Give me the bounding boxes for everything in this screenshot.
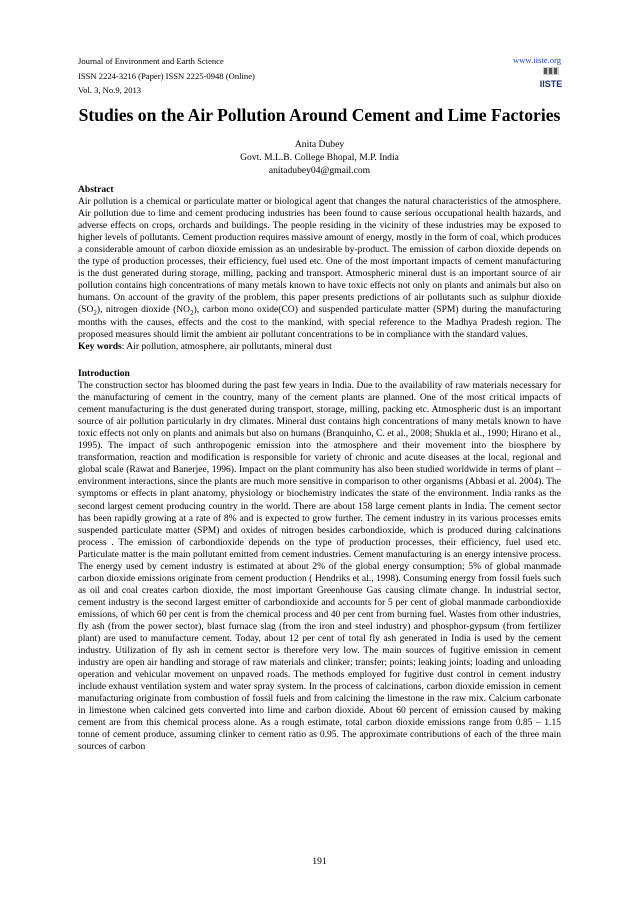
introduction-heading: Introduction (78, 368, 130, 379)
volume-line: Vol. 3, No.9, 2013 (78, 85, 142, 95)
abstract-text: Air pollution is a chemical or particulate matter or biological agent that changes the natural characteristics of the atmosphere. Air pollution due to lime and cement producing industries has been found to cause serious occupational health hazards, and adverse effects on crops, orchards and buildings. The people residing in the vicinity of these industries may be exposed to higher levels of pollutants. Cement production requires massive amount of energy, mostly in the form of coal, which produces a considerable amount of carbon dioxide emission as an undesirable by-product. The emission of carbon dioxide depends on the type of production processes, their efficiency, fuel used etc. One of the most important impacts of cement manufacturing is the dust generated during storage, milling, packing and transport. Atmospheric mineral dust is an important source of air pollution contains high concentrations of many metals known to have toxic effects not only on plants and animals but also on humans. On account of the gravity of the problem, this paper presents predictions of air pollutants such as sulphur dioxide $(SO_2)$, nitrogen dioxide $(NO_2)$, carbon mono oxide(CO) and suspended particulate matter (SPM) during the manufacturing months with the causes, effects and the cost to the mankind, with special reference to the Madhya Pradesh region. The proposed measures should limit the ambient air pollutant concentrations to be in compliance with the standard values. (78, 196, 561, 340)
introduction-section (78, 368, 561, 754)
logo-lettering: IISTE (540, 79, 562, 89)
keywords-value: : Air pollution, atmosphere, air pollutants, mineral dust (121, 340, 332, 352)
introduction-text: The construction sector has bloomed during the past few years in India. Due to the availability of raw materials necessary for the manufacturing of cement in the country, many of the cement plants are planned. One of the most critical impacts of cement manufacturing is the dust generated during transport, storage, milling, packing etc. Atmospheric dust is an important source of air pollution particularly in dry climates. Mineral dust contains high concentrations of many metals known to have toxic effects not only on plants and animals but also on humans (Branquinho, C. et al., 2008; Shukla et al., 1990; Hirano et al., 1995). The impact of such anthropogenic emission into the atmosphere and their movement into the biosphere by transformation, reaction and modification is responsible for variety of chronic and acute diseases at the local, regional and global scale (Rawat and Banerjee, 1996). Impact on the plant community has also been studied worldwide in terms of plant – environment interactions, since the plants are much more sensitive in comparison to other organisms (Abbasi et al. 2004). The symptoms or effects in plant anatomy, physiology or biochemistry indicates the state of the environment. India ranks as the second largest cement producing country in the world. There are about 158 large cement plants in India. The cement sector has been rapidly growing at a rate of 8% and is expected to grow further. The cement industry in its various processes emits suspended particulate matter (SPM) and oxides of nitrogen besides carbondioxide, which is produced during calcinations process . The emission of carbondioxide depends on the type of production processes, their efficiency, fuel used etc. Particulate matter is the main pollutant emitted from cement industries. Cement manufacturing is an energy intensive process. The energy used by cement industry is estimated at about 2% of the global energy consumption; 5% of global manmade carbon dioxide emissions originate from cement production ( Hendriks et al., 1998). Consuming energy from fossil fuels such as oil and coal creates carbon dioxide, the most important Greenhouse Gas causing climate change. In industrial sector, cement industry is the second largest emitter of carbondioxide and accounts for 5 per cent of global manmade carbondioxide emissions, of which 60 per cent is from the chemical process and 40 per cent from burning fuel. Wastes from other industries, fly ash (from the power sector), blast furnace slag (from the iron and steel industry) and phosphor-gypsum (from fertilizer plant) are used to manufacture cement. Today, about 12 per cent of total fly ash generated in India is used by the cement industry. Utilization of fly ash in cement sector is therefore very low. The main sources of fugitive emission in cement industry are open air handling and storage of raw materials and clinker; transfer; points; leaking joints; loading and unloading operation and vehicular movement on unpaved roads. The methods employed for fugitive dust control in cement industry include exhaust ventilation system and water spray system. In the process of calcinations, carbon dioxide emission in cement manufacturing originate from combustion of fossil fuels and from calcining the limestone in the raw mix. Calcium carbonate in limestone when calcined gets converted into lime and carbon dioxide. About 60 percent of emission caused by making cement are from this chemical process alone. As a rough estimate, total carbon dioxide emissions range from 0.85 – 1.15 tonne of cement produce, assuming clinker to cement ratio as 0.95. The approximate contributions of each of the three main sources of carbon (78, 380, 561, 753)
issn-line: ISSN 2224-3216 (Paper) ISSN 2225-0948 (Online) (78, 71, 255, 81)
page-number: 191 (312, 856, 327, 867)
paper-title: Studies on the Air Pollution Around Cement and Lime Factories (78, 105, 561, 125)
iiste-logo (540, 67, 562, 89)
abstract-heading: Abstract (78, 184, 114, 195)
keywords-label: Key words (78, 340, 122, 352)
author-email: anitadubey04@gmail.com (268, 165, 371, 176)
author-name: Anita Dubey (294, 139, 345, 150)
journal-url-link[interactable]: www.iiste.org (513, 55, 561, 65)
author-affiliation: Govt. M.L.B. College Bhopal, M.P. India (240, 152, 399, 163)
journal-name: Journal of Environment and Earth Science (78, 56, 224, 66)
keywords-line (78, 341, 561, 353)
abstract-section (78, 184, 561, 353)
